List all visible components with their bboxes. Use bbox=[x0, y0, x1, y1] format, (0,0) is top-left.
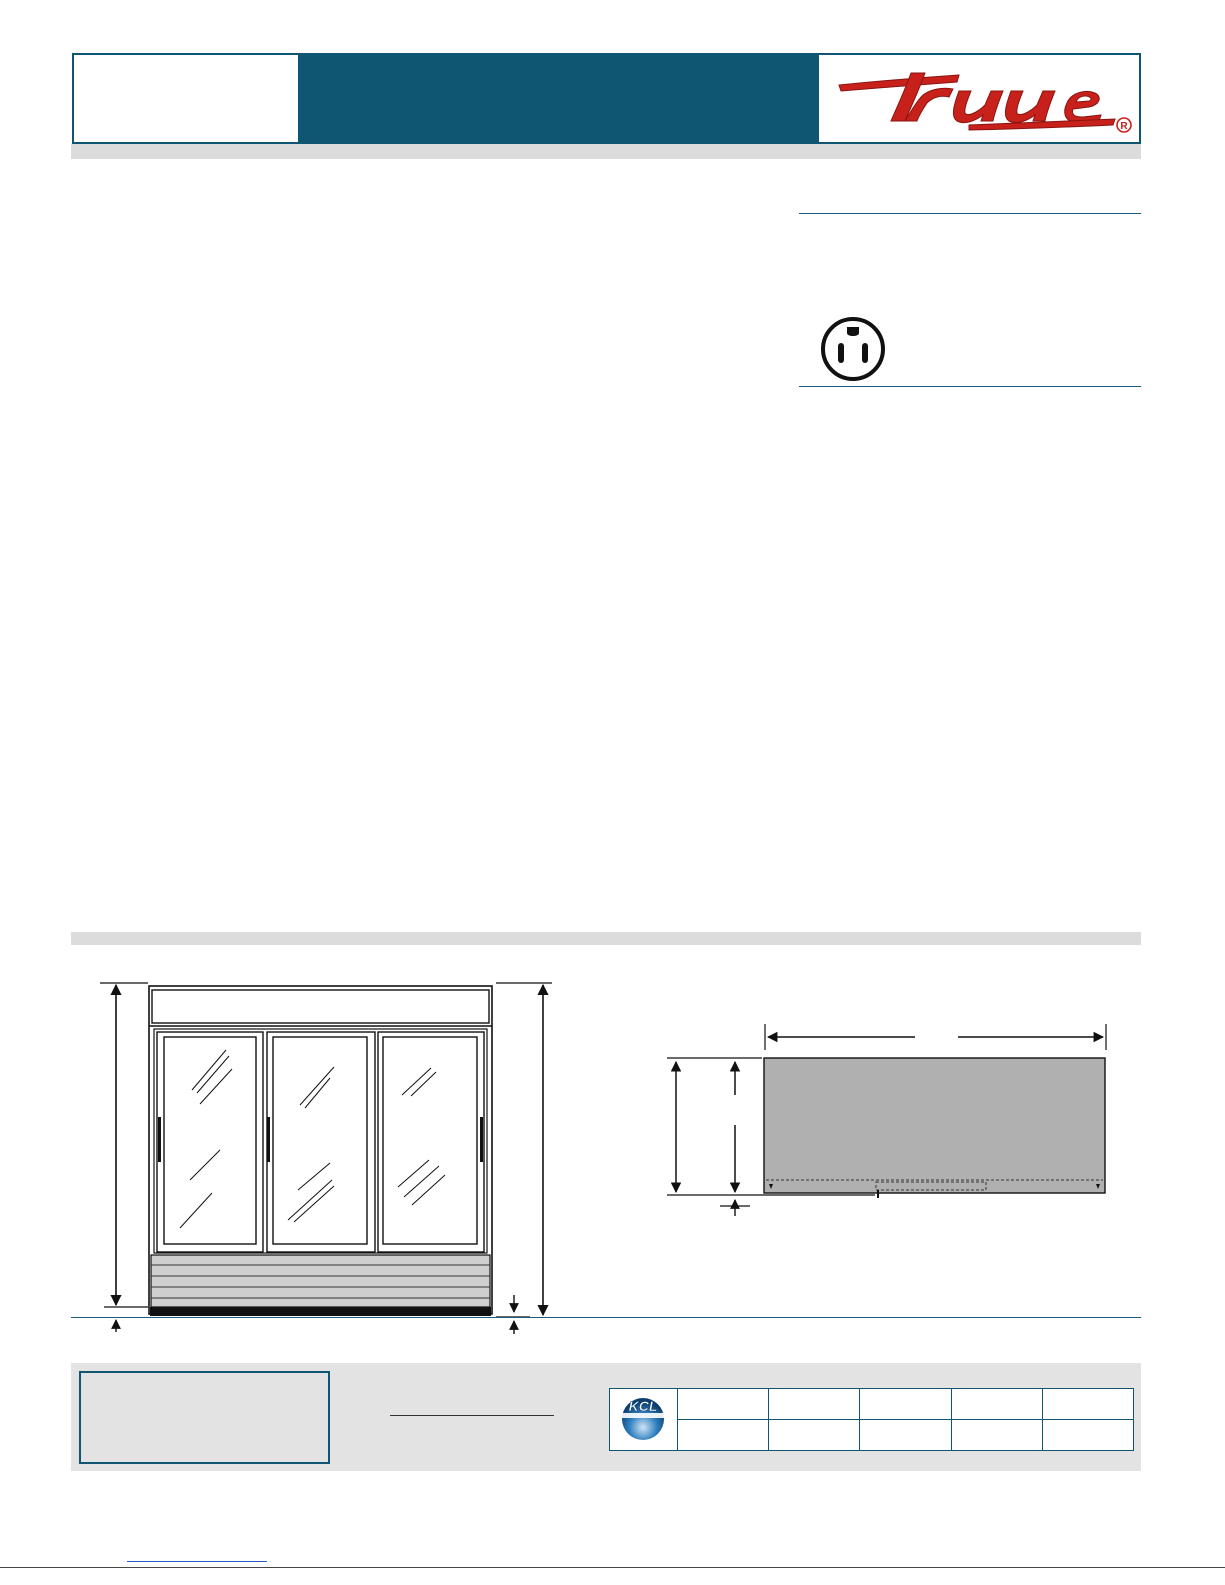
svg-text:R: R bbox=[1120, 121, 1128, 132]
footer-rule bbox=[0, 1567, 1225, 1568]
kcl-cell bbox=[678, 1389, 769, 1420]
kcl-cell bbox=[951, 1389, 1042, 1420]
brand-logo-box bbox=[819, 53, 1141, 144]
true-logo bbox=[819, 55, 1137, 142]
header-divider-bar bbox=[71, 144, 1141, 159]
header-model-box bbox=[72, 53, 298, 144]
front-elevation-drawing bbox=[0, 960, 600, 1350]
svg-text:KCL: KCL bbox=[628, 1398, 658, 1414]
electrical-top-rule bbox=[799, 213, 1141, 214]
kcl-spec-table bbox=[609, 1388, 1134, 1451]
approval-signature-line bbox=[390, 1415, 554, 1416]
kcl-logo-icon bbox=[610, 1389, 676, 1445]
kcl-logo-cell bbox=[610, 1389, 678, 1451]
nema-outlet-icon bbox=[818, 317, 888, 381]
kcl-cell bbox=[951, 1420, 1042, 1451]
drawings-divider-bar bbox=[71, 932, 1141, 945]
kcl-cell bbox=[1042, 1389, 1133, 1420]
kcl-cell bbox=[860, 1389, 951, 1420]
header-title-band bbox=[298, 53, 819, 144]
floor-line bbox=[71, 1317, 1141, 1318]
footer-link[interactable] bbox=[127, 1561, 267, 1562]
top-view-drawing bbox=[650, 1015, 1120, 1225]
kcl-cell bbox=[678, 1420, 769, 1451]
kcl-cell bbox=[769, 1420, 860, 1451]
kcl-cell bbox=[860, 1420, 951, 1451]
project-info-box bbox=[79, 1371, 330, 1464]
kcl-cell bbox=[769, 1389, 860, 1420]
kcl-cell bbox=[1042, 1420, 1133, 1451]
electrical-bottom-rule bbox=[799, 386, 1141, 387]
